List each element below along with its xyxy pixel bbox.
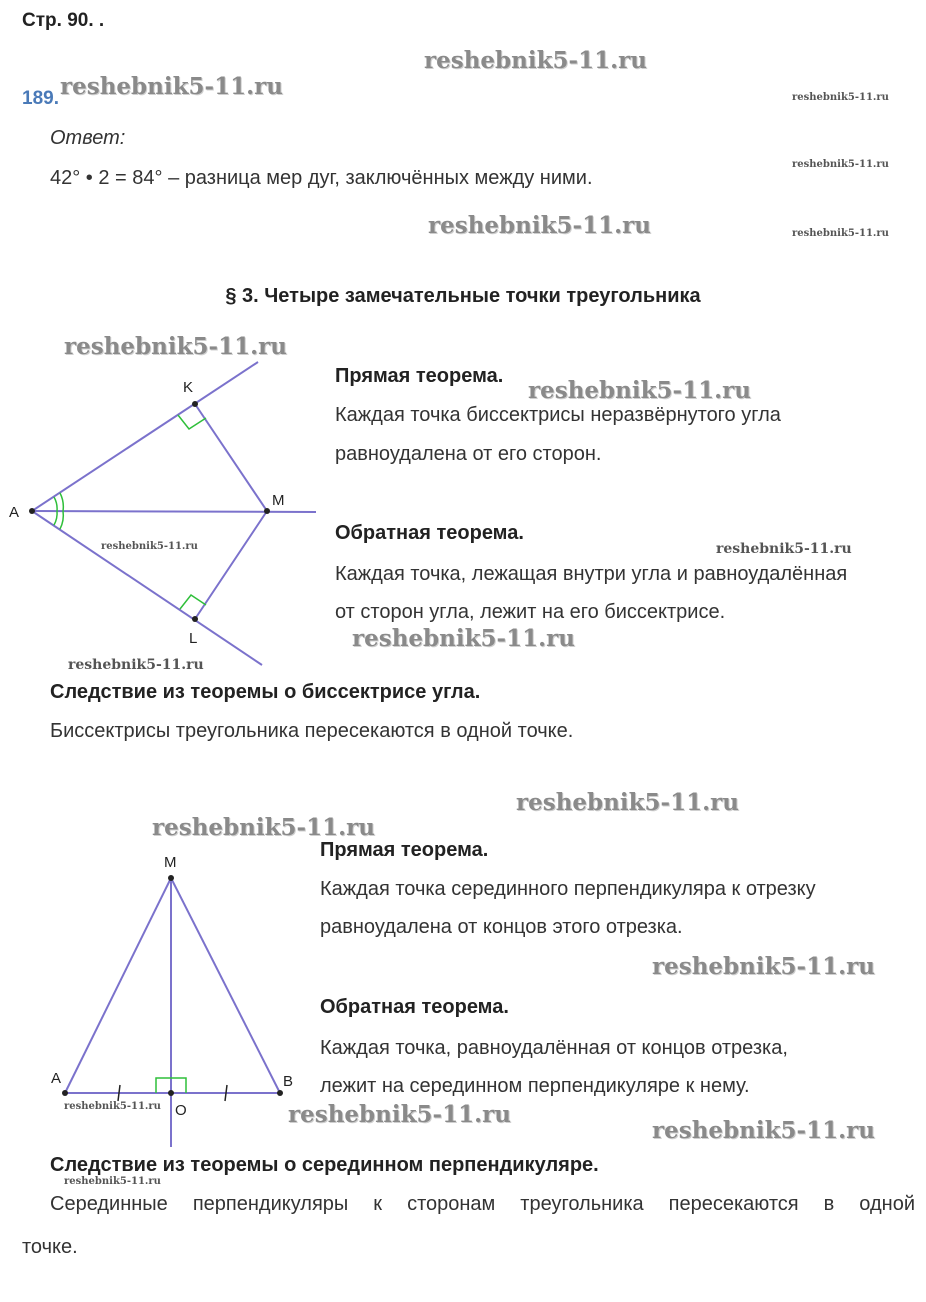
watermark: reshebnik5-11.ru: [352, 625, 575, 652]
perpendicular-direct-line-2: равноудалена от концов этого отрезка.: [320, 916, 683, 938]
angle-side-upper: [32, 362, 258, 511]
perpendicular-corollary-title: Следствие из теоремы о серединном перпендикуляре.: [50, 1154, 599, 1176]
watermark: reshebnik5-11.ru: [68, 657, 204, 673]
task-number: 189.: [22, 88, 59, 109]
label-b: B: [283, 1073, 294, 1090]
bisector-corollary-title: Следствие из теоремы о биссектрисе угла.: [50, 681, 481, 703]
watermark: reshebnik5-11.ru: [716, 541, 852, 557]
watermark: reshebnik5-11.ru: [64, 1101, 161, 1112]
label-a: A: [9, 504, 20, 521]
perpendicular-corollary-line-2: точке.: [22, 1236, 78, 1258]
watermark: reshebnik5-11.ru: [428, 212, 651, 239]
watermark: reshebnik5-11.ru: [528, 377, 751, 404]
bisector-direct-line-2: равноудалена от его сторон.: [335, 443, 602, 465]
label-l: L: [189, 630, 198, 647]
watermark: reshebnik5-11.ru: [60, 73, 283, 100]
label-k: K: [183, 379, 194, 396]
label-m: M: [272, 492, 285, 509]
label-o: O: [175, 1102, 187, 1119]
page-reference: Стр. 90. .: [22, 10, 105, 31]
watermark: reshebnik5-11.ru: [101, 541, 198, 552]
side-mb: [171, 878, 280, 1093]
bisector-converse-title: Обратная теорема.: [335, 522, 524, 544]
perpendicular-converse-title: Обратная теорема.: [320, 996, 509, 1018]
angle-arc-upper-outer: [60, 493, 63, 511]
bisector-converse-line-1: Каждая точка, лежащая внутри угла и равноудалённая: [335, 563, 848, 585]
perpendicular-mk: [195, 404, 267, 511]
answer-label: Ответ:: [50, 127, 126, 149]
angle-side-lower: [32, 511, 262, 665]
bisector-corollary-text: Биссектрисы треугольника пересекаются в одной точке.: [50, 720, 574, 742]
label-m2: M: [164, 854, 177, 871]
perpendicular-ml: [195, 511, 267, 619]
perpendicular-corollary-line-1: Серединные перпендикуляры к сторонам треугольника пересекаются в одной: [50, 1193, 915, 1215]
label-a2: A: [51, 1070, 62, 1087]
bisector-diagram: [0, 355, 330, 675]
watermark: reshebnik5-11.ru: [152, 814, 375, 841]
angle-arc-lower: [54, 511, 57, 525]
watermark: reshebnik5-11.ru: [792, 92, 889, 103]
perpendicular-converse-line-2: лежит на серединном перпендикуляре к нему.: [320, 1075, 750, 1097]
watermark: reshebnik5-11.ru: [424, 47, 647, 74]
tick-ao: [118, 1085, 120, 1101]
angle-arc-lower-outer: [60, 511, 63, 529]
bisector-direct-line-1: Каждая точка биссектрисы неразвёрнутого угла: [335, 404, 781, 426]
point-a2: [62, 1090, 68, 1096]
point-m: [264, 508, 270, 514]
perpendicular-converse-line-1: Каждая точка, равноудалённая от концов отрезка,: [320, 1037, 788, 1059]
point-k: [192, 401, 198, 407]
watermark: reshebnik5-11.ru: [516, 789, 739, 816]
answer-text: 42° • 2 = 84° – разница мер дуг, заключённых между ними.: [50, 167, 593, 189]
point-o: [168, 1090, 174, 1096]
tick-ob: [225, 1085, 227, 1101]
watermark: reshebnik5-11.ru: [652, 1117, 875, 1144]
watermark: reshebnik5-11.ru: [288, 1101, 511, 1128]
side-ma: [65, 878, 171, 1093]
point-b: [277, 1090, 283, 1096]
watermark: reshebnik5-11.ru: [652, 953, 875, 980]
bisector-line: [32, 511, 316, 512]
right-angle-mark-k: [178, 415, 206, 429]
perpendicular-direct-title: Прямая теорема.: [320, 839, 489, 861]
point-m2: [168, 875, 174, 881]
point-a: [29, 508, 35, 514]
bisector-direct-title: Прямая теорема.: [335, 365, 504, 387]
bisector-converse-line-2: от сторон угла, лежит на его биссектрисе.: [335, 601, 726, 623]
section-title: § 3. Четыре замечательные точки треугольника: [225, 285, 701, 307]
angle-arc-upper: [54, 497, 57, 511]
watermark: reshebnik5-11.ru: [792, 159, 889, 170]
perpendicular-direct-line-1: Каждая точка серединного перпендикуляра к отрезку: [320, 878, 816, 900]
watermark: reshebnik5-11.ru: [64, 1176, 161, 1187]
watermark: reshebnik5-11.ru: [792, 228, 889, 239]
watermark: reshebnik5-11.ru: [64, 333, 287, 360]
point-l: [192, 616, 198, 622]
